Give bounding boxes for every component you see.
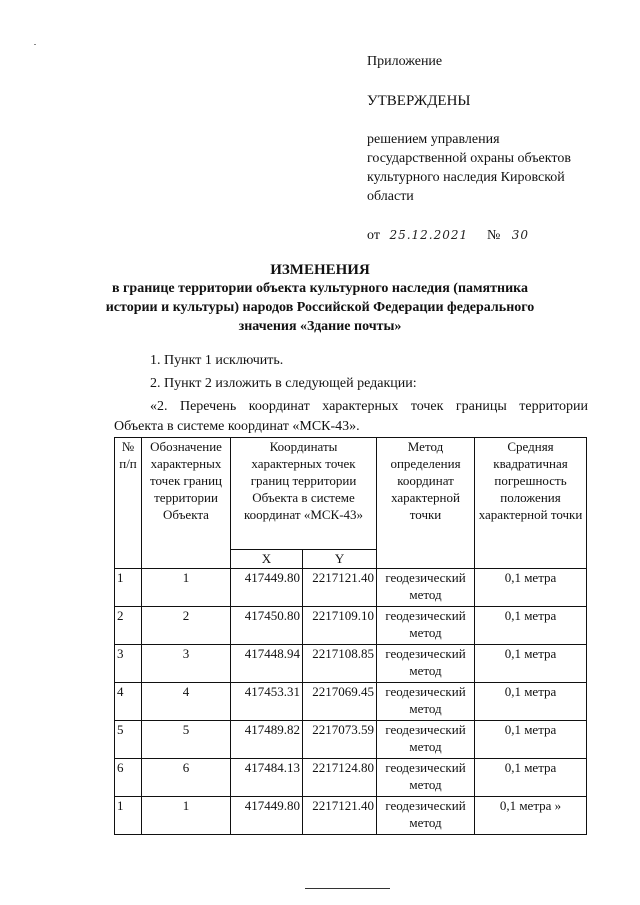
- decision-line-3: культурного наследия Кировской: [367, 170, 565, 185]
- title-line-3: значения «Здание почты»: [238, 319, 402, 334]
- date-prefix: от: [367, 228, 380, 243]
- row-point: 6: [142, 759, 231, 797]
- table-row: [115, 569, 587, 607]
- row-x: 417453.31: [231, 683, 303, 721]
- row-point: 1: [142, 797, 231, 835]
- row-error: 0,1 метра »: [475, 797, 587, 835]
- approved-label: УТВЕРЖДЕНЫ: [367, 93, 471, 109]
- row-error: 0,1 метра: [475, 607, 587, 645]
- scan-speck: [34, 44, 36, 45]
- row-point: 4: [142, 683, 231, 721]
- row-method: геодезический метод: [377, 759, 475, 797]
- header-error: Средняя квадратичная погрешность положения характерной точки: [475, 438, 587, 569]
- row-y: 2217121.40: [303, 569, 377, 607]
- row-method: геодезический метод: [377, 569, 475, 607]
- row-error: 0,1 метра: [475, 721, 587, 759]
- row-x: 417449.80: [231, 797, 303, 835]
- handwritten-number: 30: [511, 228, 530, 242]
- row-y: 2217124.80: [303, 759, 377, 797]
- row-error: 0,1 метра: [475, 683, 587, 721]
- row-num: 2: [115, 607, 142, 645]
- row-num: 1: [115, 569, 142, 607]
- header-num: № п/п: [115, 438, 142, 569]
- header-x: X: [231, 550, 303, 569]
- row-y: 2217073.59: [303, 721, 377, 759]
- date-number-line: [367, 226, 587, 245]
- item-3-line-1: «2. Перечень координат характерных точек границы территории: [150, 399, 588, 414]
- row-x: 417449.80: [231, 569, 303, 607]
- decision-line-2: государственной охраны объектов: [367, 151, 571, 166]
- row-num: 1: [115, 797, 142, 835]
- row-x: 417484.13: [231, 759, 303, 797]
- table-row: [115, 759, 587, 797]
- row-x: 417448.94: [231, 645, 303, 683]
- table-row: [115, 721, 587, 759]
- item-3-line-2: Объекта в системе координат «МСК-43».: [114, 419, 360, 434]
- row-y: 2217109.10: [303, 607, 377, 645]
- row-num: 3: [115, 645, 142, 683]
- table-row: [115, 797, 587, 835]
- footer-divider: [305, 888, 390, 889]
- number-sign: №: [486, 228, 501, 243]
- table-row: [115, 645, 587, 683]
- header-designation: Обозначение характерных точек границ территории Объекта: [142, 438, 231, 569]
- row-method: геодезический метод: [377, 721, 475, 759]
- row-x: 417489.82: [231, 721, 303, 759]
- decision-line-4: области: [367, 189, 414, 204]
- row-method: геодезический метод: [377, 797, 475, 835]
- table-row: [115, 683, 587, 721]
- table-row: [115, 607, 587, 645]
- title-line-2: истории и культуры) народов Российской Федерации федерального: [105, 300, 535, 315]
- row-point: 3: [142, 645, 231, 683]
- coordinates-table: [114, 437, 587, 835]
- document-heading: ИЗМЕНЕНИЯ: [270, 262, 370, 278]
- row-point: 5: [142, 721, 231, 759]
- row-x: 417450.80: [231, 607, 303, 645]
- decision-line-1: решением управления: [367, 132, 500, 147]
- handwritten-date: 25.12.2021: [389, 228, 469, 242]
- row-method: геодезический метод: [377, 607, 475, 645]
- item-1: 1. Пункт 1 исключить.: [150, 353, 284, 368]
- row-error: 0,1 метра: [475, 569, 587, 607]
- row-num: 5: [115, 721, 142, 759]
- row-num: 6: [115, 759, 142, 797]
- row-error: 0,1 метра: [475, 759, 587, 797]
- row-y: 2217069.45: [303, 683, 377, 721]
- header-method: Метод определения координат характерной точки: [377, 438, 475, 569]
- header-y: Y: [303, 550, 377, 569]
- appendix-label: Приложение: [367, 54, 443, 69]
- row-point: 2: [142, 607, 231, 645]
- item-2: 2. Пункт 2 изложить в следующей редакции:: [150, 376, 417, 391]
- row-method: геодезический метод: [377, 683, 475, 721]
- title-line-1: в границе территории объекта культурного наследия (памятника: [112, 281, 528, 296]
- row-error: 0,1 метра: [475, 645, 587, 683]
- row-method: геодезический метод: [377, 645, 475, 683]
- row-y: 2217108.85: [303, 645, 377, 683]
- row-num: 4: [115, 683, 142, 721]
- row-y: 2217121.40: [303, 797, 377, 835]
- row-point: 1: [142, 569, 231, 607]
- header-coordinates: Координаты характерных точек границ территории Объекта в системе координат «МСК-43»: [231, 438, 377, 550]
